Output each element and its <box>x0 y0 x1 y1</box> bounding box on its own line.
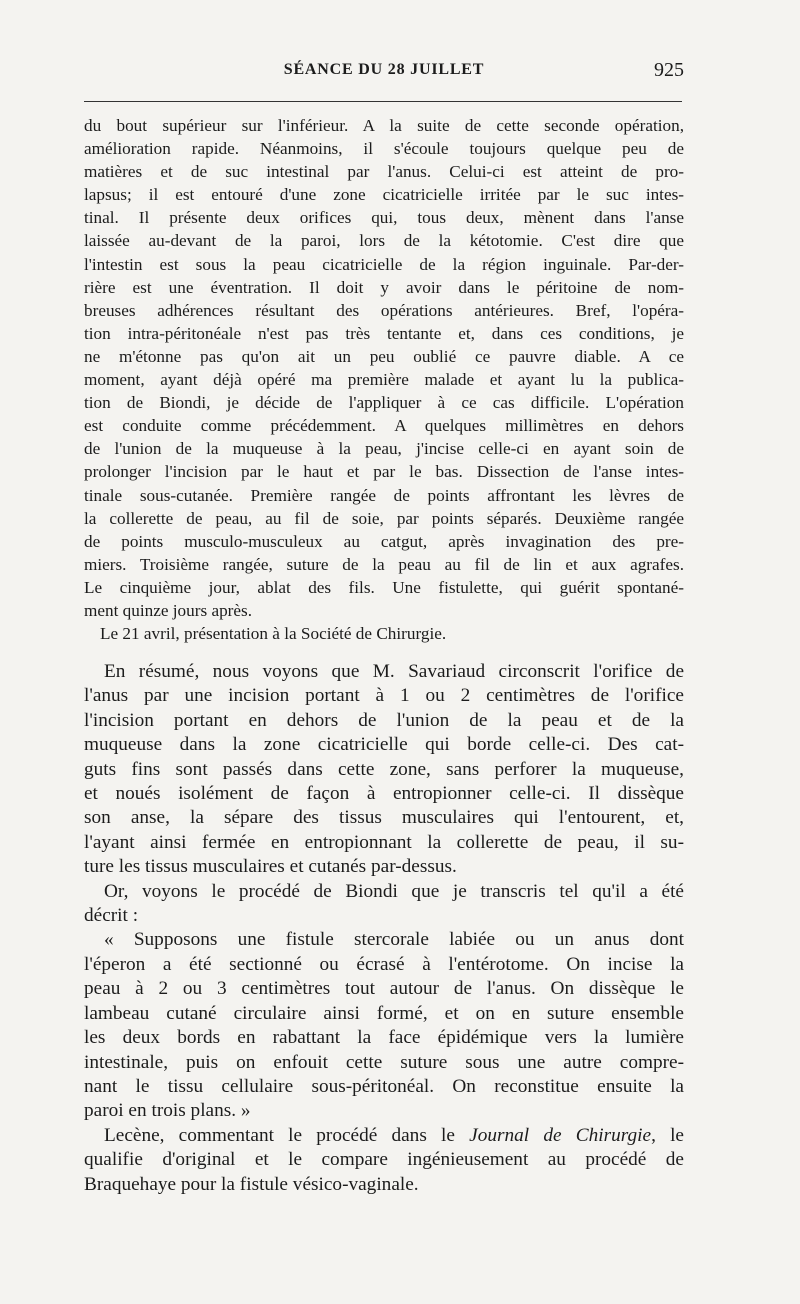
text-line: Braquehaye pour la fistule vésico-vaginale. <box>84 1173 419 1195</box>
text-line: breuses adhérences résultant des opérations antérieures. Bref, l'opéra- <box>84 300 684 320</box>
quote-line: lambeau cutané circulaire ainsi formé, et on en suture ensemble <box>84 1002 684 1024</box>
text-line: la collerette de peau, au fil de soie, par points séparés. Deuxième rangée <box>84 508 684 528</box>
text-line: prolonger l'incision par le haut et par le bas. Dissection de l'anse intes- <box>84 462 684 482</box>
text-line: miers. Troisième rangée, suture de la peau au fil de lin et aux agrafes. <box>84 554 684 574</box>
text-line: En résumé, nous voyons que M. Savariaud circonscrit l'orifice de <box>104 661 684 682</box>
quote-line: « Supposons une fistule stercorale labiée ou un anus dont <box>104 929 684 951</box>
text-line: l'anus par une incision portant à 1 ou 2 centimètres de l'orifice <box>84 685 684 707</box>
text-segment: Lecène, commentant le procédé dans le <box>104 1124 455 1146</box>
running-header <box>84 57 684 87</box>
header-rule <box>84 101 682 102</box>
text-line: l'intestin est sous la peau cicatricielle de la région inguinale. Par-der- <box>84 254 684 274</box>
presentation-note: Le 21 avril, présentation à la Société de Chirurgie. <box>100 624 447 644</box>
text-line: matières et de suc intestinal par l'anus. Celui-ci est atteint de pro- <box>84 162 684 182</box>
text-line: moment, ayant déjà opéré ma première malade et ayant lu la publica- <box>84 370 684 390</box>
summary-block <box>84 660 684 1197</box>
text-line: l'incision portant en dehors de l'union de la peau et de la <box>84 709 684 731</box>
text-line: laissée au-devant de la paroi, lors de la kétotomie. C'est dire que <box>84 231 684 251</box>
case-report-block <box>84 114 684 645</box>
text-line: est conduite comme précédemment. A quelques millimètres en dehors <box>84 416 684 436</box>
text-line <box>84 1124 684 1148</box>
text-line: tion intra-péritonéale n'est pas très tentante et, dans ces conditions, je <box>84 323 684 343</box>
text-line: qualifie d'original et le compare ingénieusement au procédé de <box>84 1149 684 1171</box>
text-line: du bout supérieur sur l'inférieur. A la suite de cette seconde opération, <box>84 116 684 135</box>
text-line: ment quinze jours après. <box>84 600 253 620</box>
text-line: muqueuse dans la zone cicatricielle qui borde celle-ci. Des cat- <box>84 734 684 756</box>
text-line: tion de Biondi, je décide de l'appliquer à ce cas difficile. L'opération <box>84 393 684 413</box>
text-line: amélioration rapide. Néanmoins, il s'écoule toujours quelque peu de <box>84 139 684 159</box>
text-line: lapsus; il est entouré d'une zone cicatricielle irritée par le suc intes- <box>84 185 684 205</box>
text-line: tinal. Il présente deux orifices qui, tous deux, mènent dans l'anse <box>84 208 684 228</box>
journal-title: Journal de Chirurgie <box>469 1124 652 1146</box>
text-line: guts fins sont passés dans cette zone, sans perforer la muqueuse, <box>84 758 684 780</box>
quote-line: les deux bords en rabattant la face épidémique vers la lumière <box>84 1027 684 1049</box>
page-number: 925 <box>654 59 684 81</box>
quote-line: intestinale, puis on enfouit cette suture sous une autre compre- <box>84 1051 684 1073</box>
text-line: ture les tissus musculaires et cutanés par-dessus. <box>84 856 457 878</box>
text-segment: , le <box>651 1124 684 1146</box>
text-line: de l'union de la muqueuse à la peau, j'incise celle-ci en ayant soin de <box>84 439 684 459</box>
text-line: ne m'étonne pas qu'on ait un peu oublié ce pauvre diable. A ce <box>84 346 684 366</box>
quote-line: l'éperon a été sectionné ou écrasé à l'entérotome. On incise la <box>84 953 684 975</box>
quote-line: nant le tissu cellulaire sous-péritonéal. On reconstitue ensuite la <box>84 1075 684 1097</box>
quote-line: peau à 2 ou 3 centimètres tout autour de l'anus. On dissèque le <box>84 978 684 1000</box>
text-line: et noués isolément de façon à entropionner celle-ci. Il dissèque <box>84 783 684 805</box>
text-line: tinale sous-cutanée. Première rangée de points affrontant les lèvres de <box>84 485 684 505</box>
text-line: de points musculo-musculeux au catgut, après invagination des pre- <box>84 531 684 551</box>
text-line: décrit : <box>84 905 139 927</box>
text-line: Or, voyons le procédé de Biondi que je transcris tel qu'il a été <box>104 880 684 902</box>
text-line: son anse, la sépare des tissus musculaires qui l'entourent, et, <box>84 807 684 829</box>
text-line: l'ayant ainsi fermée en entropionnant la collerette de peau, il su- <box>84 831 684 853</box>
text-line: rière est une éventration. Il doit y avoir dans le péritoine de nom- <box>84 277 684 297</box>
quote-line: paroi en trois plans. » <box>84 1100 251 1122</box>
running-title: SÉANCE DU 28 JUILLET <box>283 61 485 78</box>
text-line: Le cinquième jour, ablat des fils. Une fistulette, qui guérit spontané- <box>84 577 684 597</box>
